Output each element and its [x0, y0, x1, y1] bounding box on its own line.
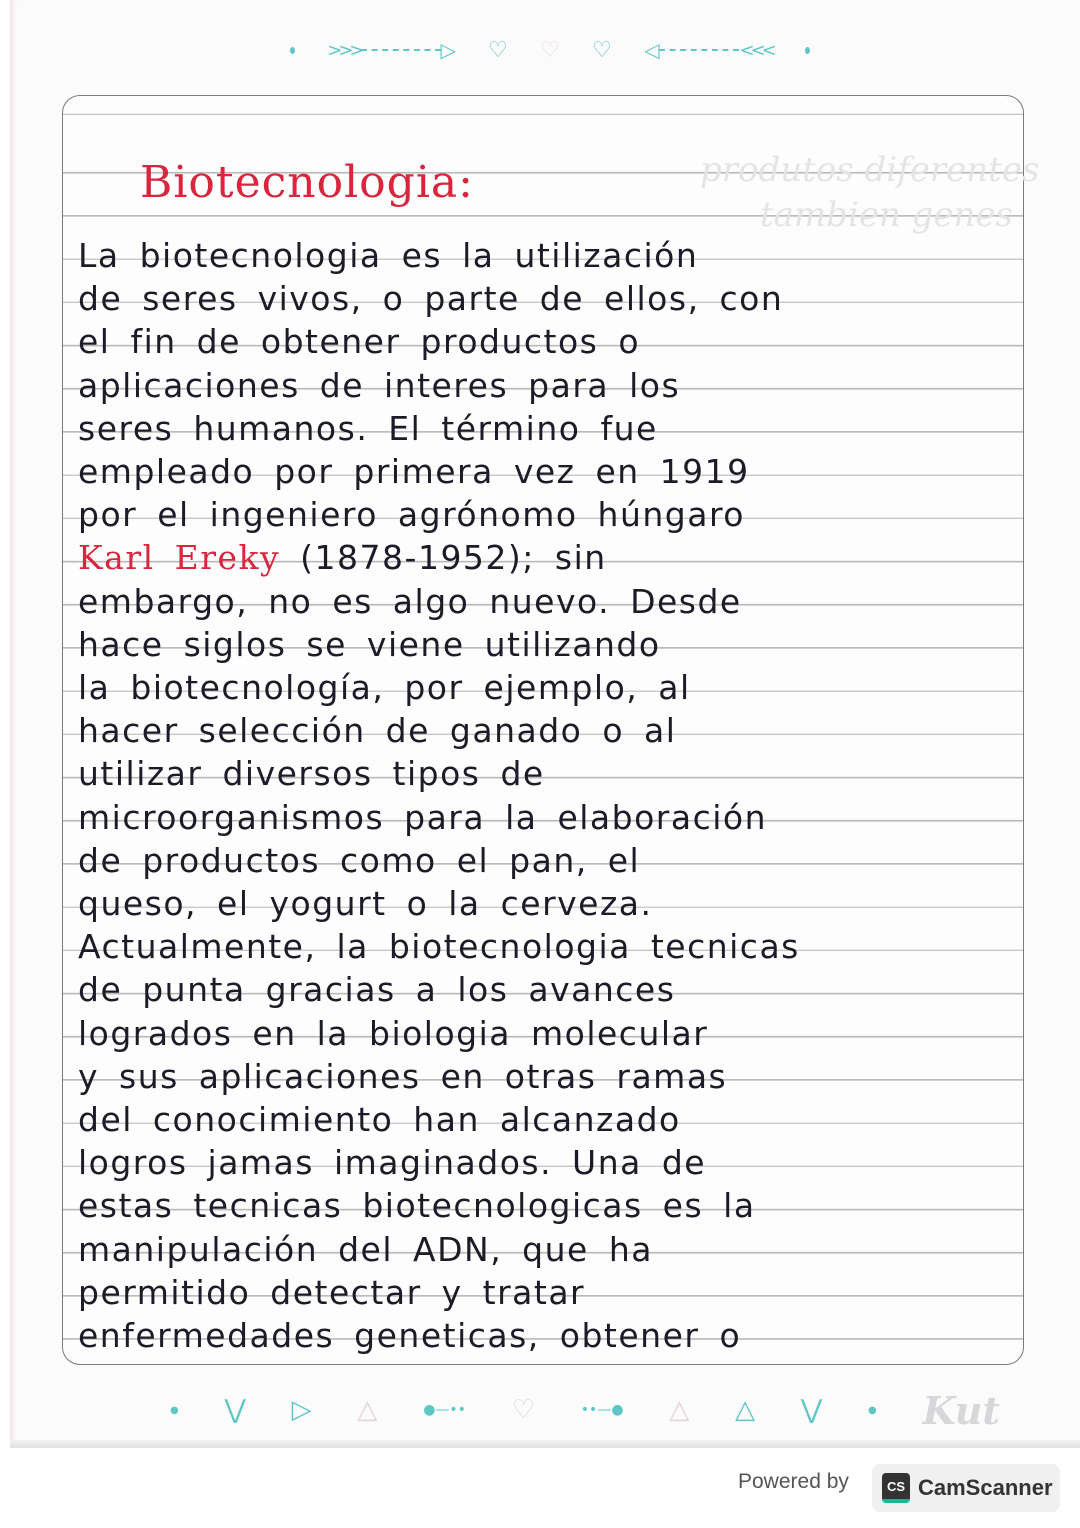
text-line: la biotecnología, por ejemplo, al — [78, 668, 691, 708]
triangle-right-icon: ▷ — [291, 1395, 312, 1425]
chevron-down-icon: ⋁ — [224, 1395, 246, 1425]
text-line: aplicaciones de interes para los — [78, 365, 681, 405]
triangle-pale-icon: △ — [357, 1395, 378, 1425]
triangle-icon: △ — [735, 1395, 756, 1425]
heart-icon: ♡ — [592, 37, 612, 63]
text-line: estas tecnicas biotecnologicas es la — [78, 1186, 756, 1226]
text-line: de seres vivos, o parte de ellos, con — [78, 279, 784, 319]
highlighted-name: Karl Ereky — [78, 538, 281, 578]
text-line: hace siglos se viene utilizando — [78, 624, 661, 664]
text-line: hacer selección de ganado o al — [78, 711, 677, 751]
arrow-right-icon: >>> ▷ — [327, 38, 456, 62]
text-line: logros jamas imaginados. Una de — [78, 1143, 707, 1183]
text-line: seres humanos. El término fue — [78, 408, 658, 448]
text-line: y sus aplicaciones en otras ramas — [78, 1056, 728, 1096]
heart-pale-icon: ♡ — [511, 1395, 536, 1425]
text-line: utilizar diversos tipos de — [78, 754, 545, 794]
text-line: enfermedades geneticas, obtener o — [78, 1316, 742, 1356]
dotted-line-icon: ••—● — [580, 1402, 624, 1418]
text-line: queso, el yogurt o la cerveza. — [78, 884, 653, 924]
text-line: del conocimiento han alcanzado — [78, 1100, 681, 1140]
bleed-through-text: tambien genes — [760, 195, 1013, 235]
dot-icon: ● — [170, 1404, 179, 1416]
dotted-line-icon: ●—•• — [423, 1402, 466, 1418]
text-line: manipulación del ADN, que ha — [78, 1229, 653, 1269]
handwritten-body — [78, 234, 1028, 1357]
text-line: permitido detectar y tratar — [78, 1272, 586, 1312]
text-line: empleado por primera vez en 1919 — [78, 452, 750, 492]
text-line: microorganismos para la elaboración — [78, 797, 767, 837]
heart-icon: ♡ — [488, 37, 508, 63]
bleed-through-text: produtos diferentes — [700, 150, 1040, 190]
text-line: por el ingeniero agrónomo húngaro — [78, 495, 745, 535]
triangle-pale-icon: △ — [669, 1395, 690, 1425]
text-line: de punta gracias a los avances — [78, 970, 676, 1010]
text-line: logrados en la biologia molecular — [78, 1013, 709, 1053]
arrow-left-icon: ◁ <<< — [644, 38, 773, 62]
dot-icon — [805, 47, 810, 54]
text-line: La biotecnologia es la utilización — [78, 236, 699, 275]
heart-pale-icon: ♡ — [540, 37, 560, 63]
text-line: Karl Ereky (1878-1952); sin — [78, 538, 607, 578]
text-line: de productos como el pan, el — [78, 840, 641, 880]
chevron-down-icon: ⋁ — [800, 1395, 823, 1425]
text-line: embargo, no es algo nuevo. Desde — [78, 581, 742, 621]
bottom-decoration — [170, 1380, 1000, 1440]
dot-icon: ● — [867, 1404, 877, 1416]
text-line: el fin de obtener productos o — [78, 322, 641, 362]
camscanner-logo-icon: CS — [882, 1473, 910, 1503]
page-edge — [10, 1440, 1080, 1448]
text-line: Actualmente, la biotecnologia tecnicas — [78, 927, 800, 967]
signature: Kut — [922, 1387, 1000, 1433]
camscanner-brand-name: CamScanner — [918, 1475, 1053, 1500]
dot-icon — [290, 47, 295, 54]
page-title: Biotecnologia: — [140, 157, 474, 209]
camscanner-badge[interactable] — [872, 1464, 1060, 1512]
powered-by-label: Powered by — [738, 1470, 849, 1493]
top-decoration — [290, 30, 810, 70]
